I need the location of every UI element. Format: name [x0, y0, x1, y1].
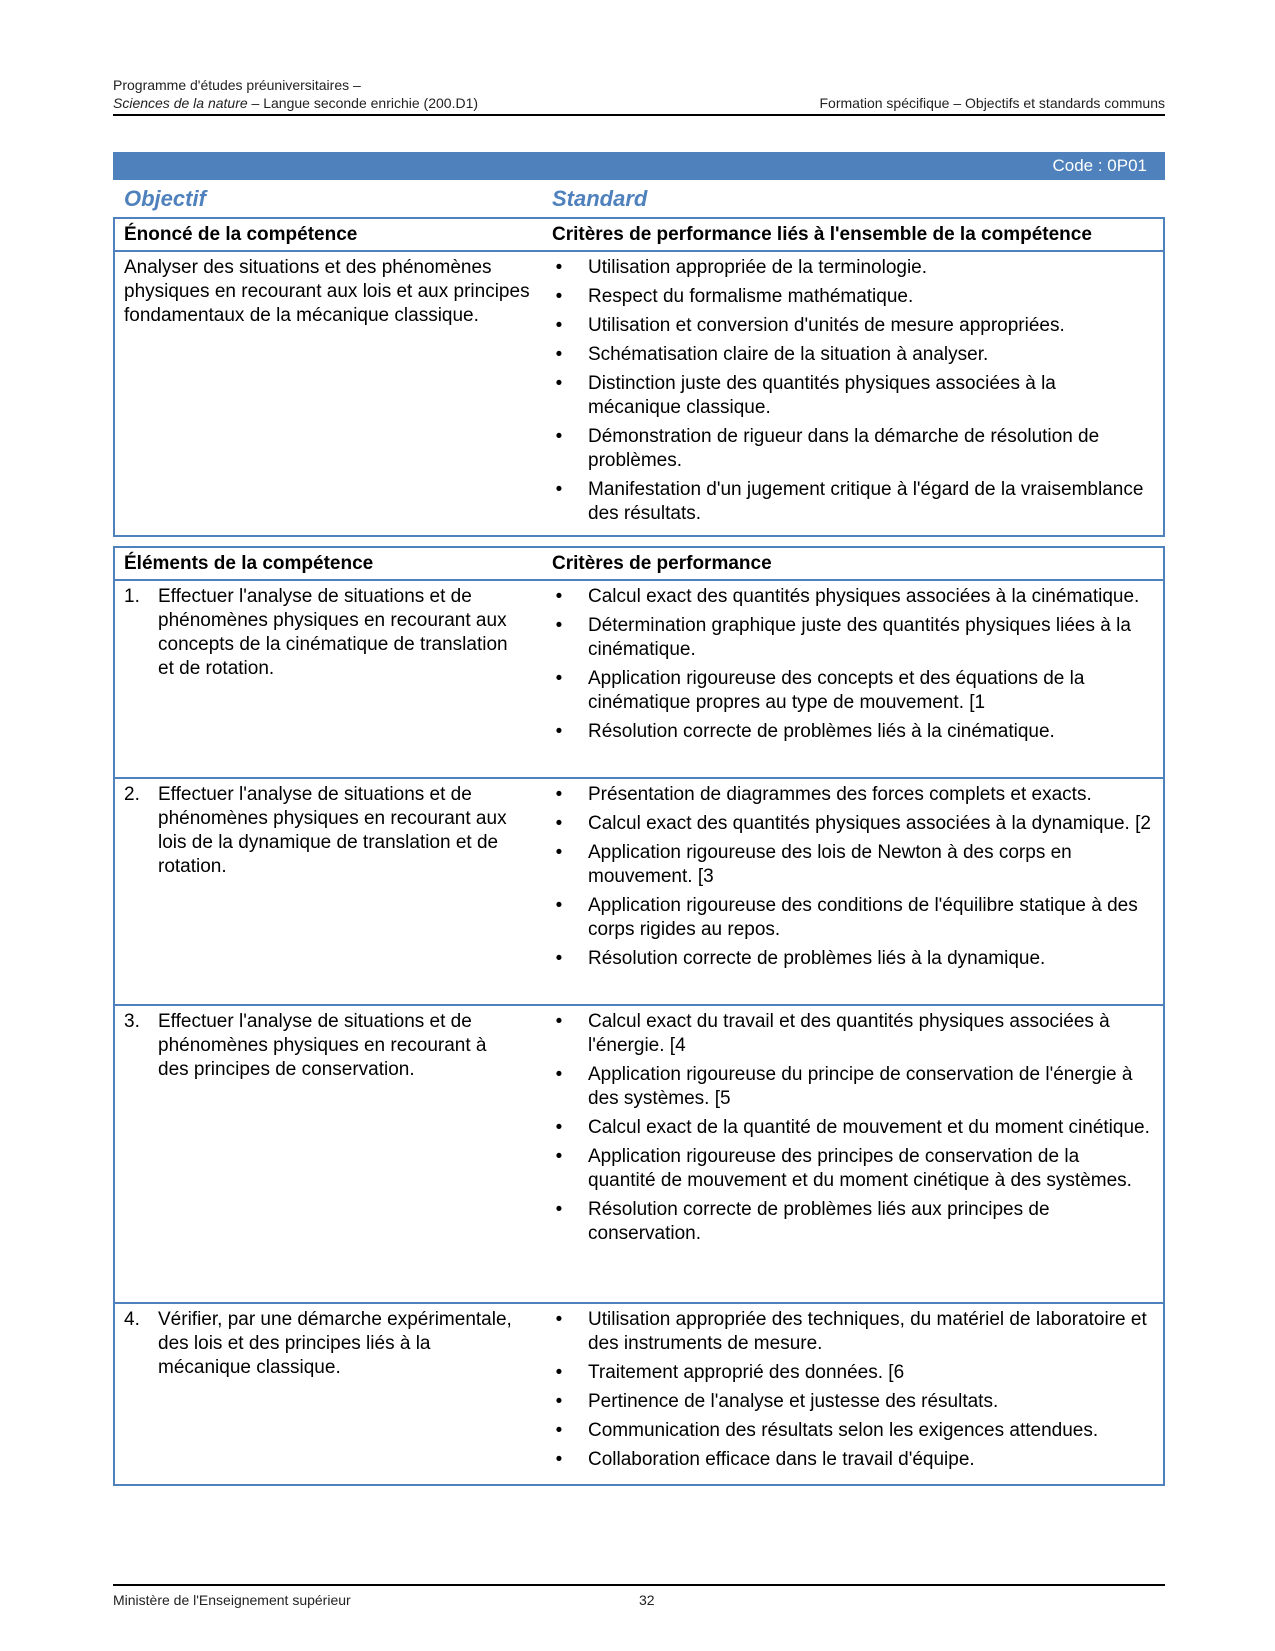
- criteria-item: [552, 1116, 1152, 1140]
- criteria-text: Calcul exact de la quantité de mouvement et du moment cinétique.: [588, 1117, 1150, 1138]
- element-row: [115, 1004, 1163, 1302]
- criteria-text: Utilisation appropriée des techniques, du matériel de laboratoire et des instruments de mesure.: [588, 1309, 1147, 1354]
- criteria-text: Calcul exact du travail et des quantités physiques associées à l'énergie. [4: [588, 1011, 1110, 1056]
- elements-header-right: Critères de performance: [552, 553, 772, 574]
- header-program-name: [113, 94, 478, 112]
- criteria-item: [552, 1390, 1152, 1414]
- criteria-text: Manifestation d'un jugement critique à l'égard de la vraisemblance des résultats.: [588, 479, 1144, 524]
- bullet-icon: •: [555, 257, 563, 278]
- element-number: 4.: [124, 1309, 140, 1330]
- criteria-item: [552, 614, 1152, 662]
- criteria-text: Utilisation appropriée de la terminologie.: [588, 257, 928, 278]
- competence-table: [113, 217, 1165, 537]
- criteria-item: [552, 947, 1152, 971]
- criteria-item: [552, 585, 1152, 609]
- bullet-icon: •: [555, 1420, 563, 1441]
- criteria-text: Application rigoureuse des lois de Newton à des corps en mouvement. [3: [588, 842, 1072, 887]
- header-section: Formation spécifique – Objectifs et standards communs: [819, 95, 1165, 111]
- criteria-text: Communication des résultats selon les exigences attendues.: [588, 1420, 1099, 1441]
- criteria-item: [552, 478, 1152, 526]
- bullet-icon: •: [555, 426, 563, 447]
- footer-ministry: Ministère de l'Enseignement supérieur: [113, 1592, 351, 1608]
- bullet-icon: •: [555, 668, 563, 689]
- element-row: [115, 581, 1163, 777]
- bullet-icon: •: [555, 1309, 563, 1330]
- criteria-item: [552, 1010, 1152, 1058]
- standard-title: Standard: [552, 186, 648, 211]
- bullet-icon: •: [555, 1064, 563, 1085]
- page-header: [113, 76, 1165, 116]
- criteria-item: [552, 1198, 1152, 1246]
- criteria-item: [552, 667, 1152, 715]
- element-number: 1.: [124, 586, 140, 607]
- criteria-text: Distinction juste des quantités physiques associées à la mécanique classique.: [588, 373, 1056, 418]
- criteria-text: Présentation de diagrammes des forces complets et exacts.: [588, 784, 1092, 805]
- bullet-icon: •: [555, 1362, 563, 1383]
- element-criteria-list: [552, 1308, 1152, 1477]
- criteria-text: Traitement approprié des données. [6: [588, 1362, 905, 1383]
- element-text: Effectuer l'analyse de situations et de phénomènes physiques en recourant aux concepts de la cinématique de translation et de rotation.: [158, 586, 508, 679]
- elements-header-left: Éléments de la compétence: [124, 553, 374, 574]
- criteria-item: [552, 841, 1152, 889]
- element-criteria-list: [552, 585, 1152, 749]
- criteria-text: Pertinence de l'analyse et justesse des résultats.: [588, 1391, 999, 1412]
- criteria-text: Application rigoureuse des conditions de l'équilibre statique à des corps rigides au repos.: [588, 895, 1138, 940]
- criteria-text: Application rigoureuse des principes de conservation de la quantité de mouvement et du moment cinétique à des systèmes.: [588, 1146, 1132, 1191]
- bullet-icon: •: [555, 784, 563, 805]
- criteria-item: [552, 343, 1152, 367]
- criteria-item: [552, 1145, 1152, 1193]
- criteria-text: Calcul exact des quantités physiques associées à la cinématique.: [588, 586, 1140, 607]
- criteria-item: [552, 1361, 1152, 1385]
- bullet-icon: •: [555, 813, 563, 834]
- competence-header-left: Énoncé de la compétence: [124, 224, 358, 245]
- bullet-icon: •: [555, 1117, 563, 1138]
- competence-row: [115, 252, 1163, 535]
- bullet-icon: •: [555, 615, 563, 636]
- criteria-text: Respect du formalisme mathématique.: [588, 286, 914, 307]
- criteria-text: Calcul exact des quantités physiques associées à la dynamique. [2: [588, 813, 1151, 834]
- criteria-text: Utilisation et conversion d'unités de mesure appropriées.: [588, 315, 1065, 336]
- bullet-icon: •: [555, 1391, 563, 1412]
- bullet-icon: •: [555, 1011, 563, 1032]
- header-program: Programme d'études préuniversitaires –: [113, 77, 361, 93]
- criteria-item: [552, 1308, 1152, 1356]
- criteria-item: [552, 1419, 1152, 1443]
- bullet-icon: •: [555, 479, 563, 500]
- criteria-text: Schématisation claire de la situation à analyser.: [588, 344, 989, 365]
- criteria-item: [552, 372, 1152, 420]
- page-footer: [113, 1584, 1165, 1614]
- header-program-rest: – Langue seconde enrichie (200.D1): [247, 95, 479, 111]
- element-row: [115, 777, 1163, 1004]
- elements-table-header: [115, 548, 1163, 581]
- criteria-item: [552, 314, 1152, 338]
- competence-criteria-list: [552, 256, 1152, 531]
- bullet-icon: •: [555, 1199, 563, 1220]
- criteria-text: Résolution correcte de problèmes liés à la dynamique.: [588, 948, 1046, 969]
- bullet-icon: •: [555, 721, 563, 742]
- bullet-icon: •: [555, 344, 563, 365]
- bullet-icon: •: [555, 895, 563, 916]
- element-criteria-list: [552, 1010, 1152, 1251]
- header-program-italic: Sciences de la nature: [113, 95, 248, 111]
- criteria-item: [552, 285, 1152, 309]
- element-text: Effectuer l'analyse de situations et de phénomènes physiques en recourant à des principes de conservation.: [158, 1011, 487, 1080]
- objective-title: Objectif: [124, 186, 206, 211]
- bullet-icon: •: [555, 1449, 563, 1470]
- bullet-icon: •: [555, 842, 563, 863]
- element-criteria-list: [552, 783, 1152, 976]
- competence-table-header: [115, 219, 1163, 252]
- criteria-text: Application rigoureuse du principe de conservation de l'énergie à des systèmes. [5: [588, 1064, 1133, 1109]
- criteria-item: [552, 1063, 1152, 1111]
- criteria-text: Détermination graphique juste des quantités physiques liées à la cinématique.: [588, 615, 1131, 660]
- criteria-item: [552, 720, 1152, 744]
- criteria-text: Résolution correcte de problèmes liés aux principes de conservation.: [588, 1199, 1050, 1244]
- criteria-text: Application rigoureuse des concepts et des équations de la cinématique propres au type de mouvement. [1: [588, 668, 1085, 713]
- bullet-icon: •: [555, 1146, 563, 1167]
- element-text: Vérifier, par une démarche expérimentale, des lois et des principes liés à la mécanique classique.: [158, 1309, 512, 1378]
- bullet-icon: •: [555, 373, 563, 394]
- criteria-text: Résolution correcte de problèmes liés à la cinématique.: [588, 721, 1055, 742]
- criteria-item: [552, 1448, 1152, 1472]
- criteria-text: Collaboration efficace dans le travail d'équipe.: [588, 1449, 975, 1470]
- competence-code: Code : 0P01: [1052, 156, 1147, 175]
- bullet-icon: •: [555, 948, 563, 969]
- criteria-text: Démonstration de rigueur dans la démarche de résolution de problèmes.: [588, 426, 1100, 471]
- page-number: 32: [639, 1592, 655, 1608]
- element-number: 2.: [124, 784, 140, 805]
- criteria-item: [552, 894, 1152, 942]
- bullet-icon: •: [555, 586, 563, 607]
- element-text: Effectuer l'analyse de situations et de phénomènes physiques en recourant aux lois de la dynamique de translation et de rotation.: [158, 784, 507, 877]
- competence-header-right: Critères de performance liés à l'ensemble de la compétence: [552, 224, 1092, 245]
- bullet-icon: •: [555, 315, 563, 336]
- bullet-icon: •: [555, 286, 563, 307]
- competence-statement: Analyser des situations et des phénomènes physiques en recourant aux lois et aux principes fondamentaux de la mécanique classique.: [124, 257, 530, 326]
- element-number: 3.: [124, 1011, 140, 1032]
- criteria-item: [552, 812, 1152, 836]
- criteria-item: [552, 256, 1152, 280]
- elements-table: [113, 546, 1165, 1486]
- element-row: [115, 1302, 1163, 1478]
- criteria-item: [552, 783, 1152, 807]
- criteria-item: [552, 425, 1152, 473]
- code-bar: [113, 152, 1165, 180]
